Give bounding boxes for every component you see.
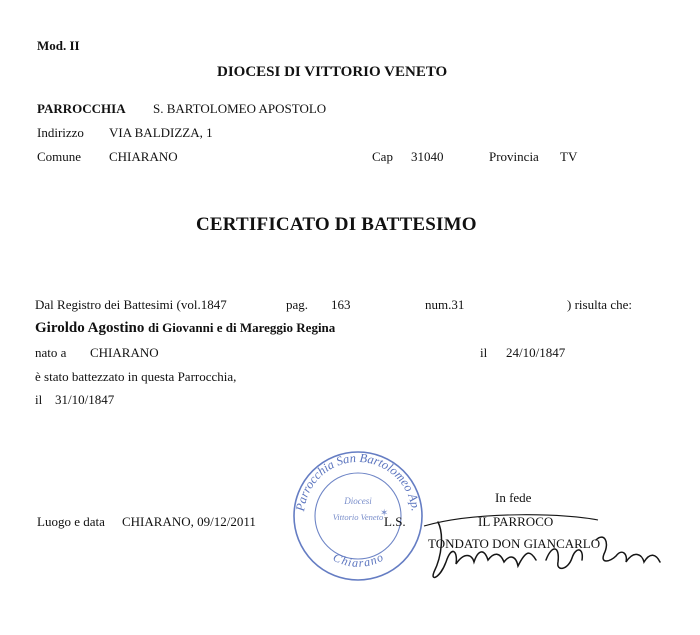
place-date-value: CHIARANO, 09/12/2011 xyxy=(122,514,256,529)
person-name-line xyxy=(35,320,335,337)
seal-inner-line2: Vittorio Veneto xyxy=(332,512,384,522)
register-prefix: Dal Registro dei Battesimi (vol.1847 xyxy=(35,297,227,312)
register-suffix: ) risulta che: xyxy=(567,297,632,312)
seal-outer-top-path: Parrocchia San Bartolomeo Ap. xyxy=(293,450,423,513)
seal-star-icon: ✶ xyxy=(380,508,389,519)
in-fede: In fede xyxy=(495,490,532,505)
parroco-label: IL PARROCO xyxy=(478,514,554,529)
address-label: Indirizzo xyxy=(37,125,84,140)
provincia-value: TV xyxy=(560,149,578,164)
seal-inner-line1: Diocesi xyxy=(344,496,372,506)
diocese-name: DIOCESI DI VITTORIO VENETO xyxy=(217,64,448,80)
certificate-title: CERTIFICATO DI BATTESIMO xyxy=(196,214,477,235)
person-name: Giroldo Agostino xyxy=(35,320,145,336)
priest-signature xyxy=(420,512,675,594)
baptism-date: 31/10/1847 xyxy=(55,392,115,407)
register-page-value: 163 xyxy=(331,297,351,312)
birth-date: 24/10/1847 xyxy=(506,345,566,360)
birth-il-label: il xyxy=(480,345,488,360)
born-label: nato a xyxy=(35,345,67,360)
seal-outer-bottom-path: Chiarano xyxy=(330,549,386,570)
cap-value: 31040 xyxy=(411,149,444,164)
parish-name: S. BARTOLOMEO APOSTOLO xyxy=(153,101,327,116)
comune-label: Comune xyxy=(37,149,82,164)
place-date-label: Luogo e data xyxy=(37,514,105,529)
form-model: Mod. II xyxy=(37,38,80,53)
address-value: VIA BALDIZZA, 1 xyxy=(109,125,213,140)
signature-stroke-2 xyxy=(546,549,582,568)
seal-outer-bottom-text xyxy=(331,550,385,570)
parish-label: PARROCCHIA xyxy=(37,101,126,116)
birthplace: CHIARANO xyxy=(90,345,159,360)
signature-stroke-3 xyxy=(596,537,660,562)
priest-name: TONDATO DON GIANCARLO xyxy=(428,536,601,551)
person-parents: di Giovanni e di Mareggio Regina xyxy=(148,320,336,335)
signature-flourish xyxy=(424,515,598,526)
comune-value: CHIARANO xyxy=(109,149,178,164)
ls-mark: L.S. xyxy=(384,514,406,529)
signature-stroke-1 xyxy=(433,522,536,577)
register-page-label: pag. xyxy=(286,297,309,312)
cap-label: Cap xyxy=(372,149,393,164)
baptized-text: è stato battezzato in questa Parrocchia, xyxy=(35,369,237,384)
baptism-il-label: il xyxy=(35,392,43,407)
provincia-label: Provincia xyxy=(489,149,539,164)
register-number: num.31 xyxy=(425,297,465,312)
